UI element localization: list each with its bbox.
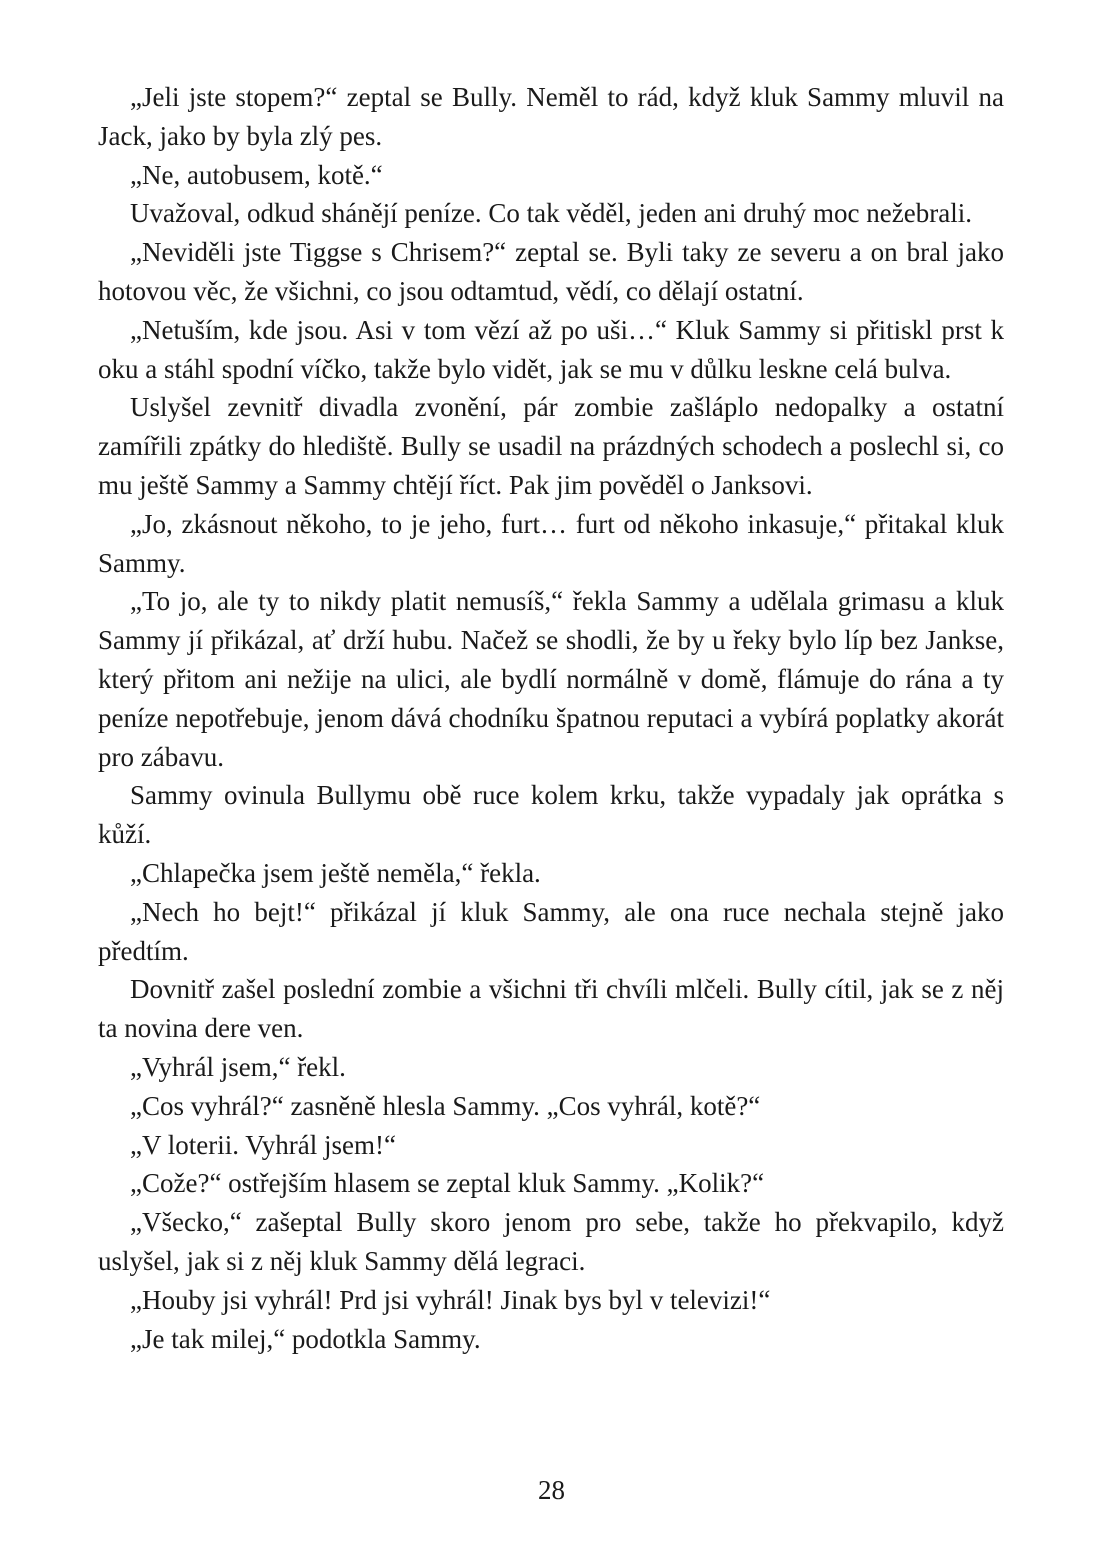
paragraph: „Neviděli jste Tiggse s Chrisem?“ zeptal se. Byli taky ze severu a on bral jako hotovou věc, že všichni, co jsou odtamtud, vědí, co dělají ostatní. (98, 237, 1004, 306)
paragraph: „Netuším, kde jsou. Asi v tom vězí až po uši…“ Kluk Sammy si přitiskl prst k oku a stáhl spodní víčko, takže bylo vidět, jak se mu v důlku leskne celá bulva. (98, 314, 1004, 384)
paragraph: Uvažoval, odkud shánějí peníze. Co tak věděl, jeden ani druhý moc nežebrali. (130, 198, 972, 229)
paragraph: „Ne, autobusem, kotě.“ (130, 159, 383, 190)
page-text-body (98, 78, 1004, 1358)
paragraph: „Cos vyhrál?“ zasněně hlesla Sammy. „Cos vyhrál, kotě?“ (130, 1090, 761, 1121)
paragraph: „Cože?“ ostřejším hlasem se zeptal kluk Sammy. „Kolik?“ (130, 1168, 765, 1199)
paragraph: „To jo, ale ty to nikdy platit nemusíš,“ řekla Sammy a udělala grimasu a kluk Sammy jí přikázal, ať drží hubu. Načež se shodli, že by u řeky bylo líp bez Jankse, který přitom ani nežije na ulici, ale bydlí normálně v domě, flámuje do rána a ty peníze nepotřebuje, jenom dává chodníku špatnou reputaci a vybírá poplatky akorát pro zábavu. (98, 586, 1004, 772)
paragraph: Uslyšel zevnitř divadla zvonění, pár zombie zašláplo nedopalky a ostatní zamířili zpátky do hlediště. Bully se usadil na prázdných schodech a poslechl si, co mu ještě Sammy a Sammy chtějí říct. Pak jim pověděl o Janksovi. (98, 392, 1004, 500)
paragraph: „Nech ho bejt!“ přikázal jí kluk Sammy, ale ona ruce nechala stejně jako předtím. (98, 896, 1004, 966)
paragraph: „Všecko,“ zašeptal Bully skoro jenom pro sebe, takže ho překvapilo, když uslyšel, jak si z něj kluk Sammy dělá legraci. (98, 1207, 1004, 1276)
paragraph: „V loterii. Vyhrál jsem!“ (130, 1129, 396, 1160)
paragraph: „Je tak milej,“ podotkla Sammy. (130, 1323, 481, 1354)
page-number: 28 (538, 1475, 565, 1505)
paragraph: „Chlapečka jsem ještě neměla,“ řekla. (130, 857, 541, 888)
paragraph: „Vyhrál jsem,“ řekl. (130, 1051, 346, 1082)
paragraph: „Jo, zkásnout někoho, to je jeho, furt… furt od někoho inkasuje,“ přitakal kluk Sammy. (98, 508, 1004, 578)
paragraph: „Jeli jste stopem?“ zeptal se Bully. Neměl to rád, když kluk Sammy mluvil na Jack, jako by byla zlý pes. (98, 82, 1004, 151)
paragraph: „Houby jsi vyhrál! Prd jsi vyhrál! Jinak bys byl v televizi!“ (130, 1284, 771, 1315)
paragraph: Sammy ovinula Bullymu obě ruce kolem krku, takže vypadaly jak oprátka s kůží. (98, 780, 1004, 850)
paragraph: Dovnitř zašel poslední zombie a všichni tři chvíli mlčeli. Bully cítil, jak se z něj ta novina dere ven. (98, 974, 1004, 1044)
